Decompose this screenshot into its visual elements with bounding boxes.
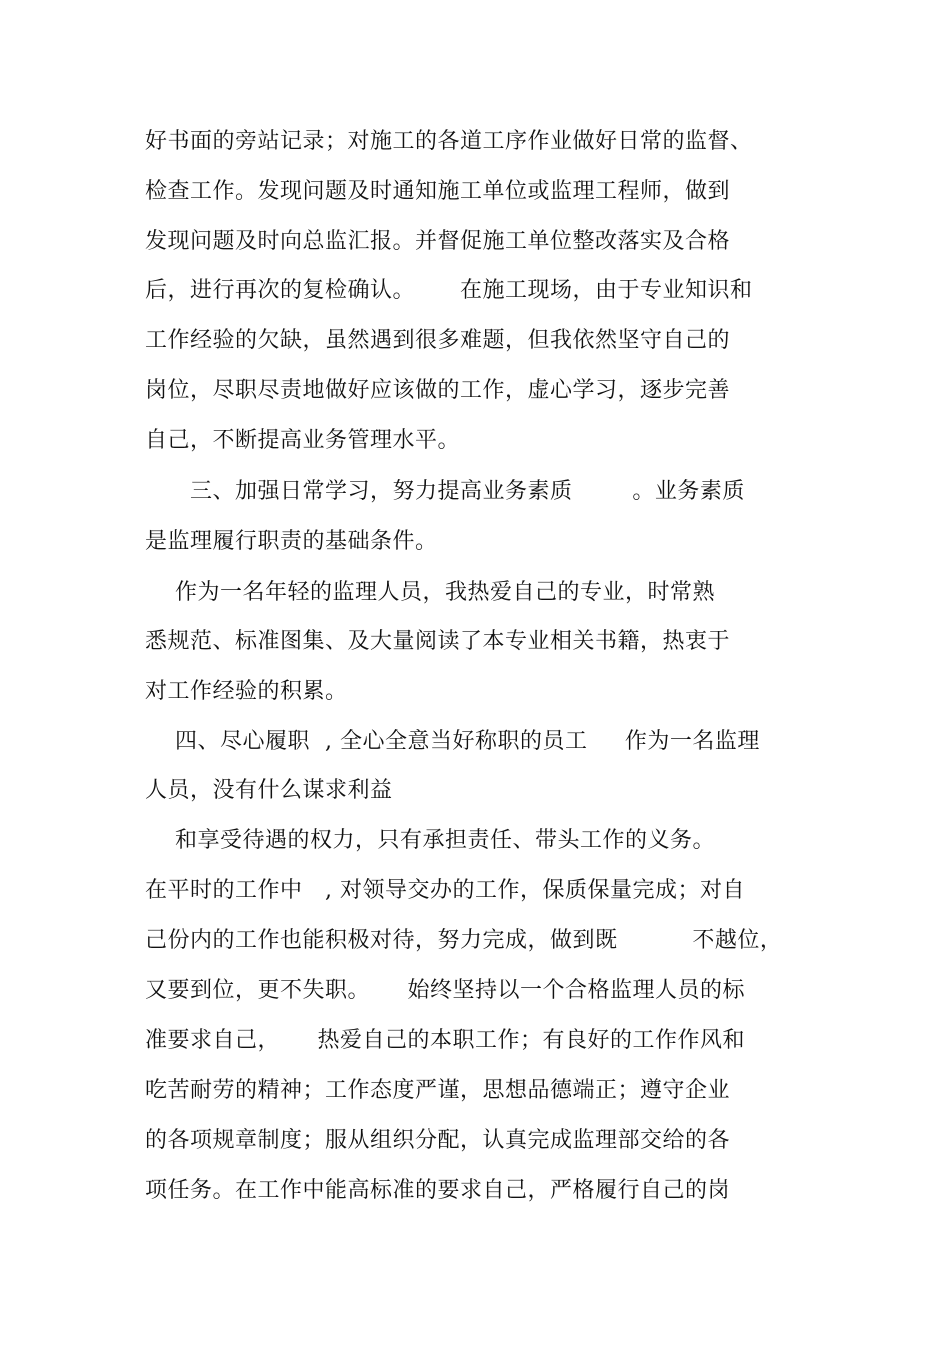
text-line: 工作经验的欠缺，虽然遇到很多难题，但我依然坚守自己的: [145, 328, 731, 353]
text-line: 对工作经验的积累。: [145, 679, 348, 704]
text-line: 作为一名年轻的监理人员，我热爱自己的专业，时常熟: [145, 580, 715, 605]
text-line: 人员，没有什么谋求利益: [145, 778, 393, 803]
section-heading-4: 四、尽心履职 , 全心全意当好称职的员工 作为一名监理: [145, 729, 760, 754]
text-line: 后，进行再次的复检确认。 在施工现场，由于专业知识和: [145, 278, 753, 303]
text-line: 检查工作。发现问题及时通知施工单位或监理工程师，做到: [145, 179, 731, 204]
text-line: 是监理履行职责的基础条件。: [145, 529, 438, 554]
text-line: 吃苦耐劳的精神；工作态度严谨，思想品德端正；遵守企业: [145, 1078, 731, 1103]
text-line: 项任务。在工作中能高标准的要求自己，严格履行自己的岗: [145, 1178, 731, 1203]
text-line: 在平时的工作中 , 对领导交办的工作，保质保量完成；对自: [145, 878, 745, 903]
text-line: 自己，不断提高业务管理水平。: [145, 428, 461, 453]
text-line: 的各项规章制度；服从组织分配，认真完成监理部交给的各: [145, 1128, 731, 1153]
text-line: 和享受待遇的权力，只有承担责任、带头工作的义务。: [145, 828, 715, 853]
text-line: 发现问题及时向总监汇报。并督促施工单位整改落实及合格: [145, 229, 731, 254]
section-heading-3: 三、加强日常学习，努力提高业务素质 。业务素质: [145, 479, 745, 504]
text-line: 好书面的旁站记录；对施工的各道工序作业做好日常的监督、: [145, 129, 753, 154]
text-line: 准要求自己， 热爱自己的本职工作；有良好的工作作风和: [145, 1028, 745, 1053]
text-line: 又要到位，更不失职。 始终坚持以一个合格监理人员的标: [145, 978, 745, 1003]
text-line: 悉规范、标准图集、及大量阅读了本专业相关书籍，热衷于: [145, 629, 731, 654]
text-line: 岗位，尽职尽责地做好应该做的工作，虚心学习，逐步完善: [145, 378, 731, 403]
text-line: 己份内的工作也能积极对待，努力完成，做到既 不越位，: [145, 928, 783, 953]
